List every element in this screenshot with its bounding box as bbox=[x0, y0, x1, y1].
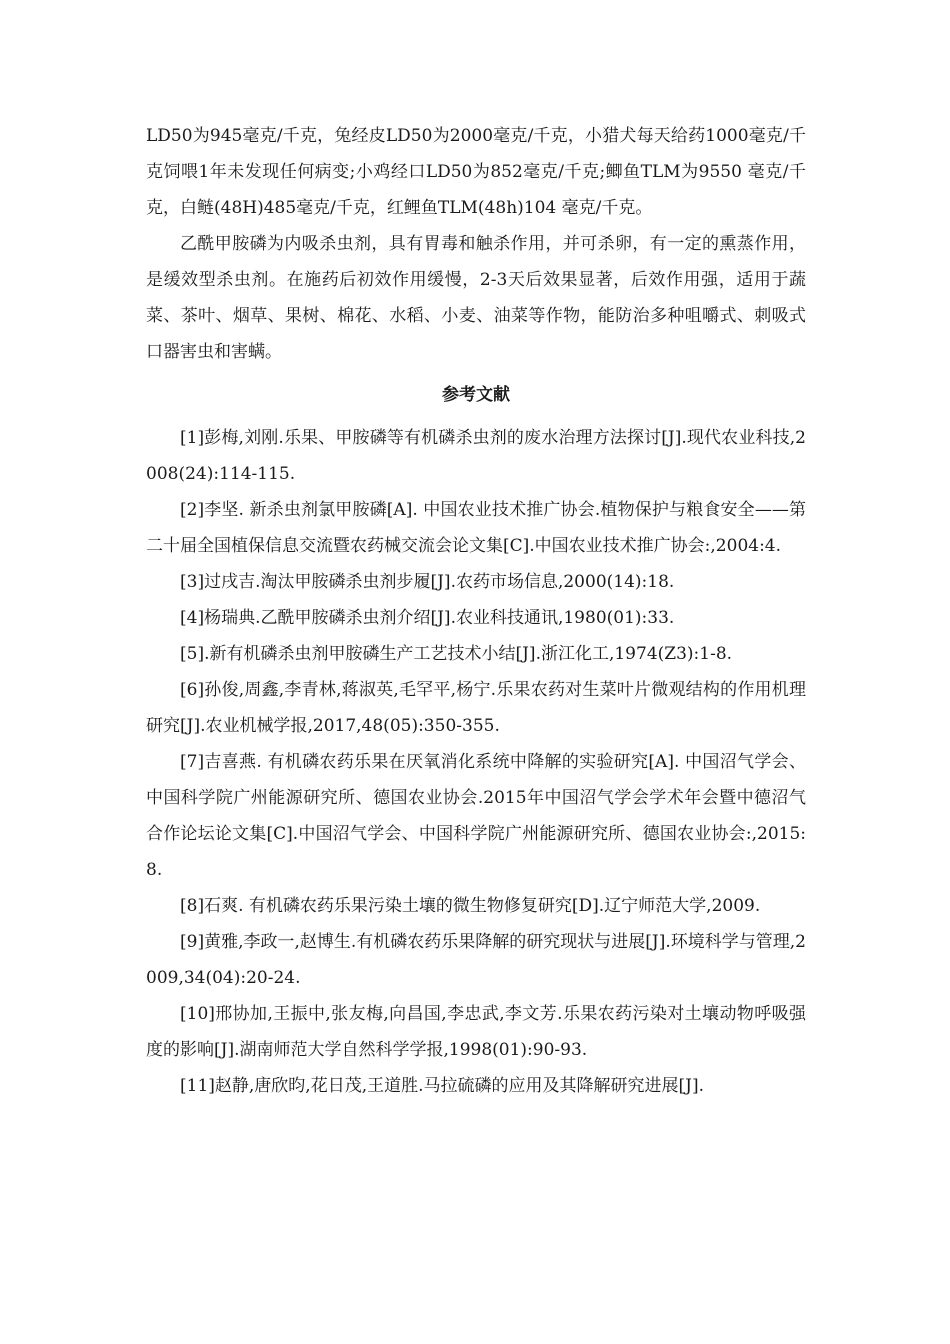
reference-item-9: [9]黄雅,李政一,赵博生.有机磷农药乐果降解的研究现状与进展[J].环境科学与管理,2009,34(04):20-24. bbox=[146, 932, 806, 988]
reference-item-3: [3]过戌吉.淘汰甲胺磷杀虫剂步履[J].农药市场信息,2000(14):18. bbox=[180, 572, 675, 592]
reference-item-1: [1]彭梅,刘刚.乐果、甲胺磷等有机磷杀虫剂的废水治理方法探讨[J].现代农业科技,2008(24):114-115. bbox=[146, 428, 806, 484]
reference-item-7: [7]吉喜燕. 有机磷农药乐果在厌氧消化系统中降解的实验研究[A]. 中国沼气学会、中国科学院广州能源研究所、德国农业协会.2015年中国沼气学会学术年会暨中德沼气合作论坛论文集[C].中国沼气学会、中国科学院广州能源研究所、德国农业协会:,2015:8. bbox=[146, 752, 806, 880]
reference-item-10: [10]邢协加,王振中,张友梅,向昌国,李忠武,李文芳.乐果农药污染对土壤动物呼吸强度的影响[J].湖南师范大学自然科学学报,1998(01):90-93. bbox=[146, 1004, 806, 1060]
reference-item-8: [8]石爽. 有机磷农药乐果污染土壤的微生物修复研究[D].辽宁师范大学,2009. bbox=[180, 896, 761, 916]
body-paragraph-acephate: 乙酰甲胺磷为内吸杀虫剂，具有胃毒和触杀作用，并可杀卵，有一定的熏蒸作用，是缓效型杀虫剂。在施药后初效作用缓慢，2-3天后效果显著，后效作用强，适用于蔬菜、茶叶、烟草、果树、棉花、水稻、小麦、油菜等作物，能防治多种咀嚼式、刺吸式口器害虫和害螨。 bbox=[146, 234, 806, 362]
reference-item-2: [2]李坚. 新杀虫剂氯甲胺磷[A]. 中国农业技术推广协会.植物保护与粮食安全——第二十届全国植保信息交流暨农药械交流会论文集[C].中国农业技术推广协会:,2004:4. bbox=[146, 500, 806, 556]
references-heading: 参考文献 bbox=[442, 385, 510, 405]
reference-item-5: [5].新有机磷杀虫剂甲胺磷生产工艺技术小结[J].浙江化工,1974(Z3):1-8. bbox=[180, 644, 733, 664]
reference-list bbox=[146, 420, 806, 1104]
reference-item-6: [6]孙俊,周鑫,李青林,蒋淑英,毛罕平,杨宁.乐果农药对生菜叶片微观结构的作用机理研究[J].农业机械学报,2017,48(05):350-355. bbox=[146, 680, 806, 736]
reference-item-11: [11]赵静,唐欣昀,花日茂,王道胜.马拉硫磷的应用及其降解研究进展[J]. bbox=[180, 1076, 704, 1096]
page-content bbox=[146, 118, 806, 1104]
reference-item-4: [4]杨瑞典.乙酰甲胺磷杀虫剂介绍[J].农业科技通讯,1980(01):33. bbox=[180, 608, 675, 628]
body-paragraph-toxicity: LD50为945毫克/千克，兔经皮LD50为2000毫克/千克，小猎犬每天给药1000毫克/千克饲喂1年未发现任何病变;小鸡经口LD50为852毫克/千克;鲫鱼TLM为9550 毫克/千克，白鲢(48H)485毫克/千克，红鲤鱼TLM(48h)104 毫克/千克。 bbox=[146, 126, 806, 218]
